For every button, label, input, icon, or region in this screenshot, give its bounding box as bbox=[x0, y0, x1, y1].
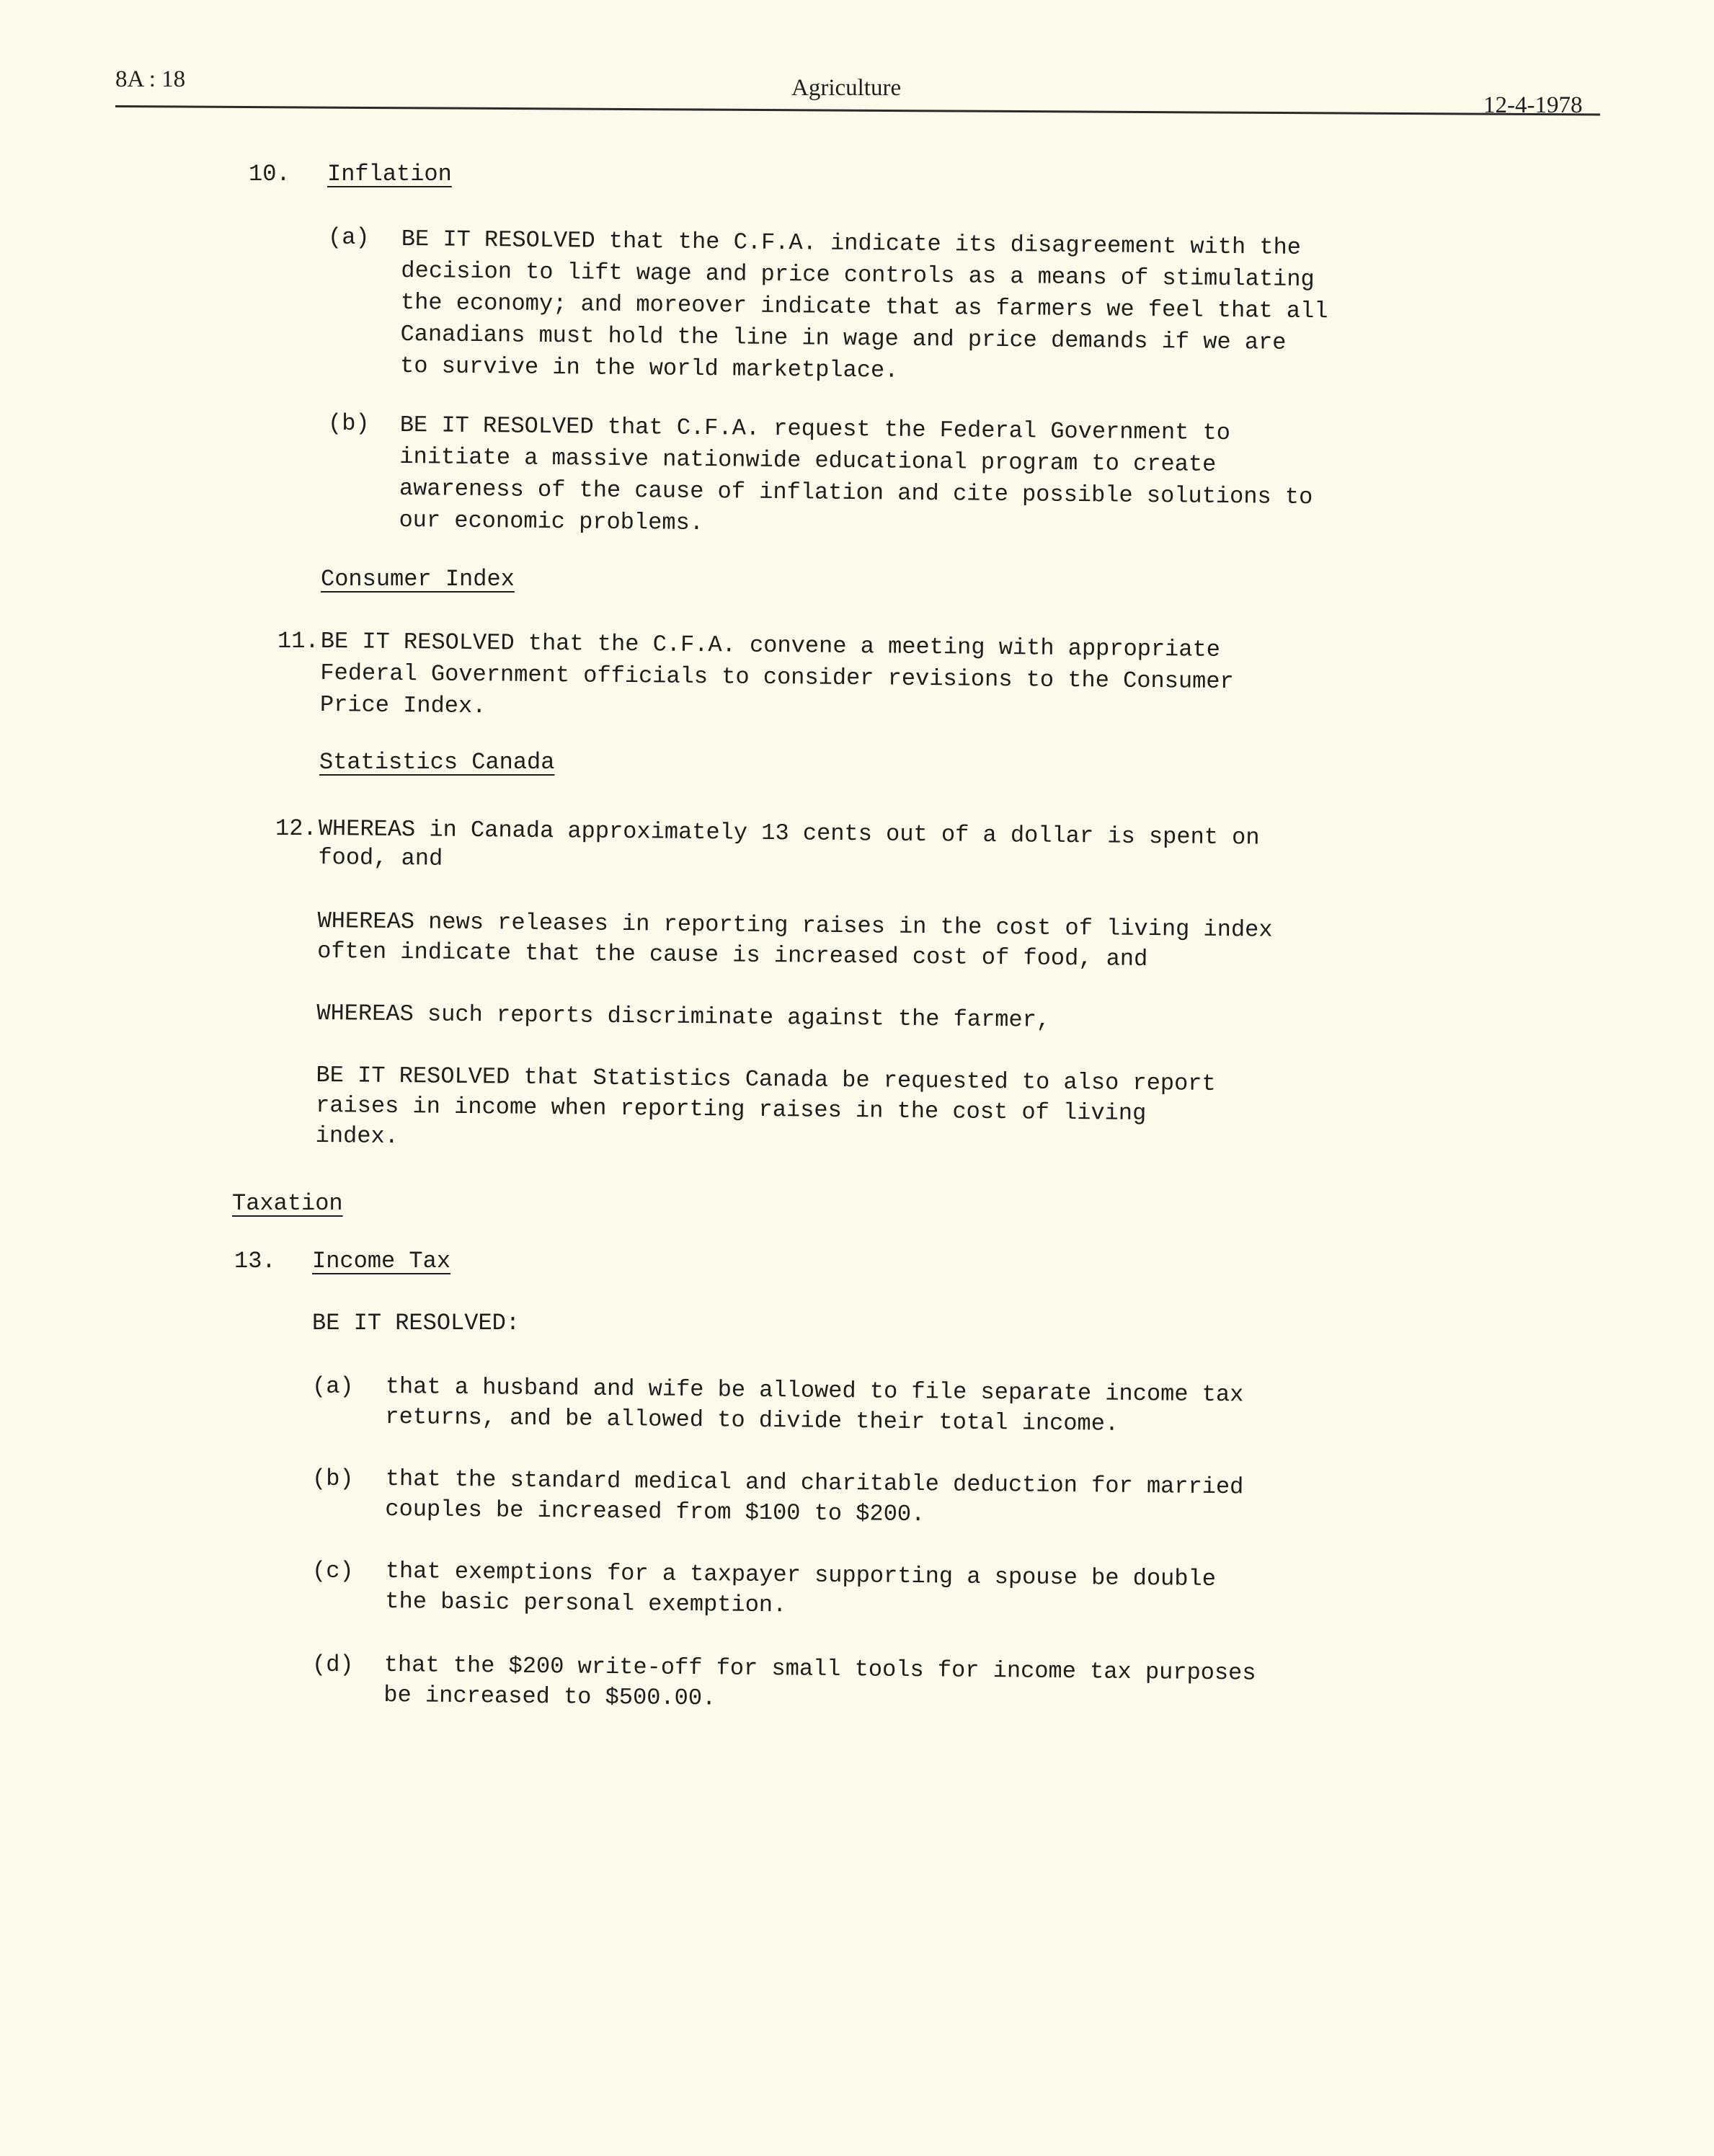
page-reference: 8A : 18 bbox=[115, 66, 186, 92]
text-line: raises in income when reporting raises in the cost of living bbox=[315, 1091, 1147, 1127]
taxation-intro: BE IT RESOLVED: bbox=[312, 1310, 520, 1336]
text-line: that the standard medical and charitable deduction for married bbox=[385, 1465, 1244, 1501]
text-line: decision to lift wage and price controls as a means of stimulating bbox=[401, 257, 1315, 293]
subheading-income-tax: Income Tax bbox=[312, 1248, 451, 1274]
text-line: be increased to $500.00. bbox=[383, 1681, 716, 1712]
inflation-a-label: (a) bbox=[328, 224, 370, 251]
section-heading-inflation: Inflation bbox=[327, 161, 452, 187]
section-heading-taxation: Taxation bbox=[232, 1190, 343, 1217]
taxation-a-label: (a) bbox=[312, 1373, 354, 1400]
item-number-11: 11. bbox=[277, 628, 319, 655]
text-line: the basic personal exemption. bbox=[385, 1587, 787, 1619]
section-heading-statistics-canada: Statistics Canada bbox=[319, 749, 555, 776]
item-number-12: 12. bbox=[275, 815, 317, 842]
text-line: often indicate that the cause is increased cost of food, and bbox=[316, 937, 1148, 973]
text-line: food, and bbox=[318, 843, 443, 872]
text-line: Federal Government officials to consider revisions to the Consumer bbox=[320, 659, 1234, 696]
text-line: BE IT RESOLVED that Statistics Canada be requested to also report bbox=[316, 1061, 1216, 1097]
text-line: BE IT RESOLVED that the C.F.A. indicate its disagreement with the bbox=[401, 225, 1302, 261]
text-line: that the $200 write-off for small tools for income tax purposes bbox=[383, 1651, 1256, 1687]
text-line: that a husband and wife be allowed to file separate income tax bbox=[385, 1372, 1244, 1409]
text-line: WHEREAS news releases in reporting raises in the cost of living index bbox=[317, 907, 1273, 944]
text-line: to survive in the world marketplace. bbox=[399, 352, 899, 384]
text-line: Canadians must hold the line in wage and price demands if we are bbox=[400, 320, 1287, 356]
item-number-10: 10. bbox=[249, 161, 290, 187]
text-line: couples be increased from $100 to $200. bbox=[385, 1495, 925, 1528]
page-date: 12-4-1978 bbox=[1483, 92, 1583, 118]
taxation-d-label: (d) bbox=[312, 1651, 354, 1678]
text-line: BE IT RESOLVED that C.F.A. request the Federal Government to bbox=[399, 411, 1231, 447]
taxation-c-label: (c) bbox=[312, 1558, 354, 1584]
inflation-b-label: (b) bbox=[328, 410, 370, 437]
header-rule bbox=[115, 105, 1600, 116]
text-line: WHEREAS such reports discriminate against the farmer, bbox=[316, 999, 1051, 1034]
section-heading-consumer-index: Consumer Index bbox=[321, 566, 515, 593]
text-line: that exemptions for a taxpayer supporting a spouse be double bbox=[385, 1557, 1217, 1593]
page-title: Agriculture bbox=[791, 75, 902, 101]
text-line: initiate a massive nationwide educational program to create bbox=[399, 443, 1217, 478]
text-line: our economic problems. bbox=[399, 506, 704, 537]
item-number-13: 13. bbox=[234, 1248, 276, 1274]
text-line: WHEREAS in Canada approximately 13 cents out of a dollar is spent on bbox=[318, 815, 1260, 851]
text-line: Price Index. bbox=[319, 691, 487, 720]
text-line: awareness of the cause of inflation and cite possible solutions to bbox=[399, 474, 1313, 511]
text-line: BE IT RESOLVED that the C.F.A. convene a meeting with appropriate bbox=[320, 627, 1221, 663]
text-line: the economy; and moreover indicate that as farmers we feel that all bbox=[400, 288, 1328, 325]
text-line: index. bbox=[315, 1122, 399, 1150]
text-line: returns, and be allowed to divide their total income. bbox=[385, 1403, 1119, 1437]
taxation-b-label: (b) bbox=[312, 1465, 354, 1492]
